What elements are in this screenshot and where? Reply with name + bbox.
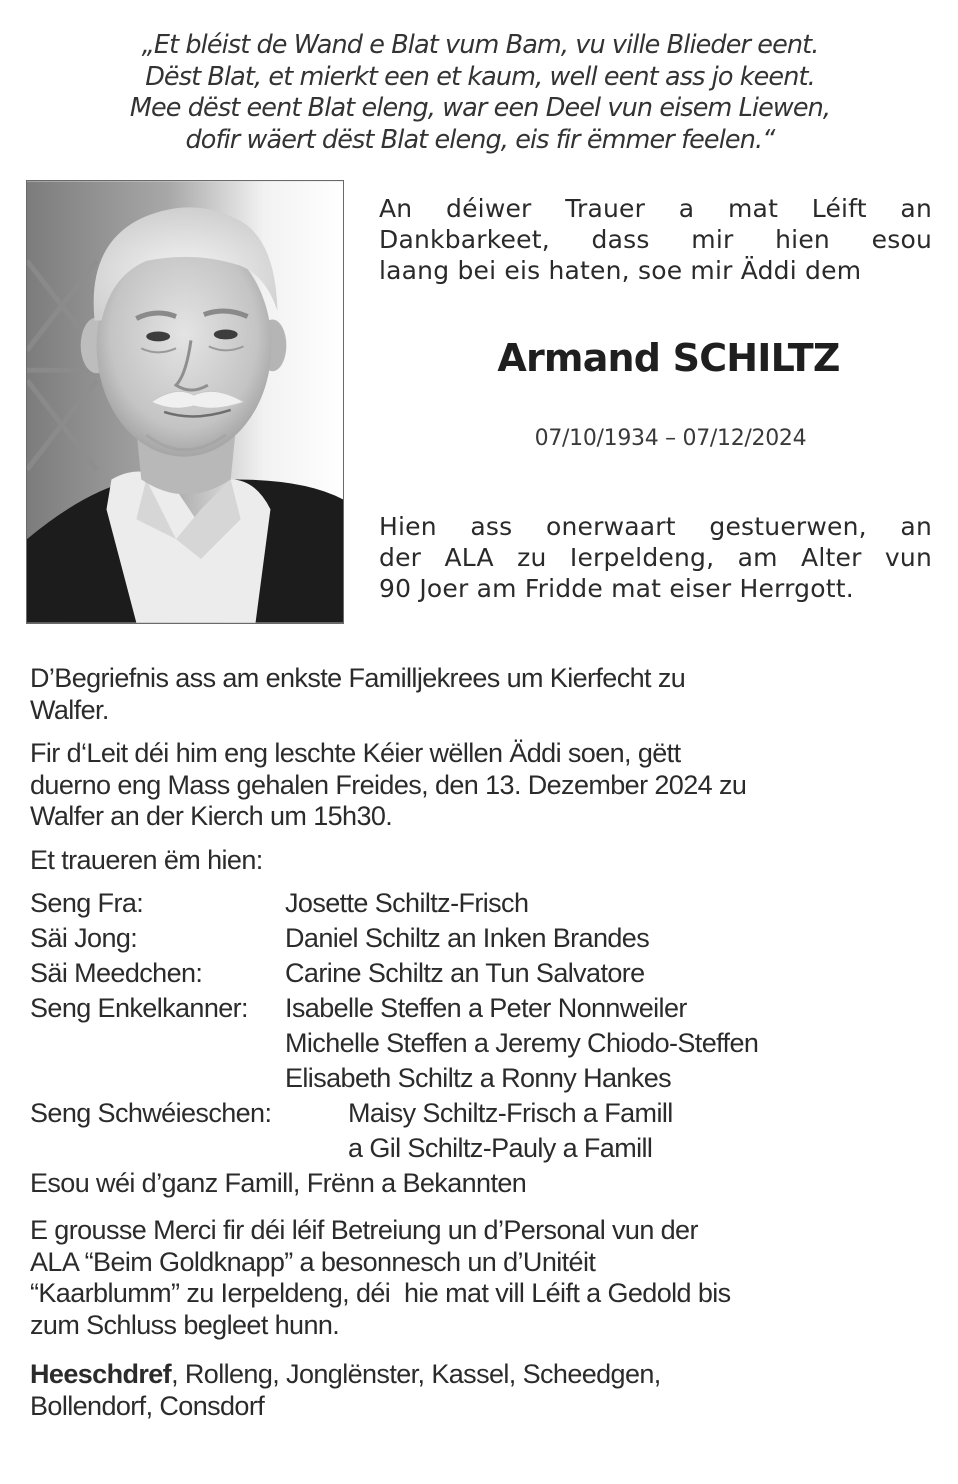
- passing-text: [379, 511, 932, 604]
- mourner-names: [285, 921, 649, 956]
- mourner-name: Michelle Steffen a Jeremy Chiodo-Steffen: [285, 1028, 759, 1058]
- mourner-name: Maisy Schiltz-Frisch a Famill: [348, 1098, 673, 1128]
- relation-label: Seng Fra:: [30, 888, 144, 918]
- life-dates: 07/10/1934 – 07/12/2024: [534, 426, 807, 451]
- mourner-names: [285, 956, 645, 991]
- places-line: [30, 1359, 930, 1391]
- poem-line: Dëst Blat, et mierkt een et kaum, well eent ass jo keent.: [145, 61, 815, 92]
- funeral-line: D’Begriefnis ass am enkste Familljekrees um Kierfecht zu: [30, 663, 686, 693]
- mourner-name: a Gil Schiltz-Pauly a Famill: [348, 1133, 653, 1163]
- mass-line: Walfer an der Kierch um 15h30.: [30, 801, 393, 831]
- intro-line: Dankbarkeet, dass mir hien esou: [379, 225, 932, 254]
- mourners-heading: Et traueren ëm hien:: [30, 844, 263, 875]
- portrait-image: [27, 181, 343, 623]
- mourner-row: [30, 1096, 930, 1166]
- intro-line: An déiwer Trauer a mat Léift an: [379, 194, 932, 223]
- mourner-names: [285, 991, 758, 1096]
- mourner-name: Elisabeth Schiltz a Ronny Hankes: [285, 1063, 672, 1093]
- intro-line: laang bei eis haten, soe mir Äddi dem: [379, 256, 862, 285]
- mourner-row: [30, 956, 930, 991]
- intro-text: [379, 193, 932, 286]
- primary-place: Heeschdref: [30, 1359, 172, 1389]
- poem-line: dofir wäert dëst Blat eleng, eis fir ëmmer feelen.“: [185, 124, 775, 155]
- thanks-line: ALA “Beim Goldknapp” a besonnesch un d’Unitéit: [30, 1246, 596, 1277]
- mourners-list: [30, 886, 930, 1201]
- places-line: Bollendorf, Consdorf: [30, 1390, 265, 1421]
- places-paragraph: [30, 1359, 930, 1422]
- mourner-name: Josette Schiltz-Frisch: [285, 888, 529, 918]
- relation-label: Säi Meedchen:: [30, 958, 203, 988]
- mourner-name: Isabelle Steffen a Peter Nonnweiler: [285, 993, 687, 1023]
- poem-quote: [40, 30, 920, 156]
- poem-line: Mee dëst eent Blat eleng, war een Deel vun eisem Liewen,: [129, 93, 831, 123]
- mourner-name: Carine Schiltz an Tun Salvatore: [285, 958, 645, 988]
- thanks-line: E grousse Merci fir déi léif Betreiung un d’Personal vun der: [30, 1215, 698, 1245]
- mourner-row: [30, 991, 930, 1096]
- thanks-paragraph: [30, 1215, 930, 1341]
- mass-paragraph: [30, 738, 930, 833]
- funeral-line: Walfer.: [30, 694, 109, 725]
- mourner-row: [30, 921, 930, 956]
- mourner-row: [30, 886, 930, 921]
- relation-label: Seng Enkelkanner:: [30, 993, 248, 1023]
- poem-line: „Et bléist de Wand e Blat vum Bam, vu ville Blieder eent.: [141, 30, 819, 60]
- deceased-name: Armand SCHILTZ: [497, 336, 840, 380]
- mass-line: Fir d‘Leit déi him eng leschte Kéier wëllen Äddi soen, gëtt: [30, 738, 681, 768]
- mourner-names: [285, 886, 528, 921]
- mourner-names: [348, 1096, 673, 1166]
- relation-label: Seng Schwéieschen:: [30, 1098, 272, 1128]
- thanks-line: “Kaarblumm” zu Ierpeldeng, déi hie mat vill Léift a Gedold bis: [30, 1278, 731, 1308]
- other-places: , Rolleng, Jonglënster, Kassel, Scheedgen,: [171, 1359, 661, 1389]
- mourner-name: Daniel Schiltz an Inken Brandes: [285, 923, 650, 953]
- relation-label: Säi Jong:: [30, 923, 138, 953]
- funeral-paragraph: [30, 663, 930, 726]
- notice-body: [30, 663, 930, 1434]
- mass-line: duerno eng Mass gehalen Freides, den 13. Dezember 2024 zu: [30, 769, 747, 800]
- portrait-photo: [26, 180, 344, 624]
- passing-line: 90 Joer am Fridde mat eiser Herrgott.: [379, 574, 854, 603]
- thanks-line: zum Schluss begleet hunn.: [30, 1309, 340, 1340]
- mourners-footer: Esou wéi d’ganz Famill, Frënn a Bekannten: [30, 1168, 527, 1198]
- passing-line: der ALA zu Ierpeldeng, am Alter vun: [379, 543, 932, 572]
- passing-line: Hien ass onerwaart gestuerwen, an: [379, 512, 932, 541]
